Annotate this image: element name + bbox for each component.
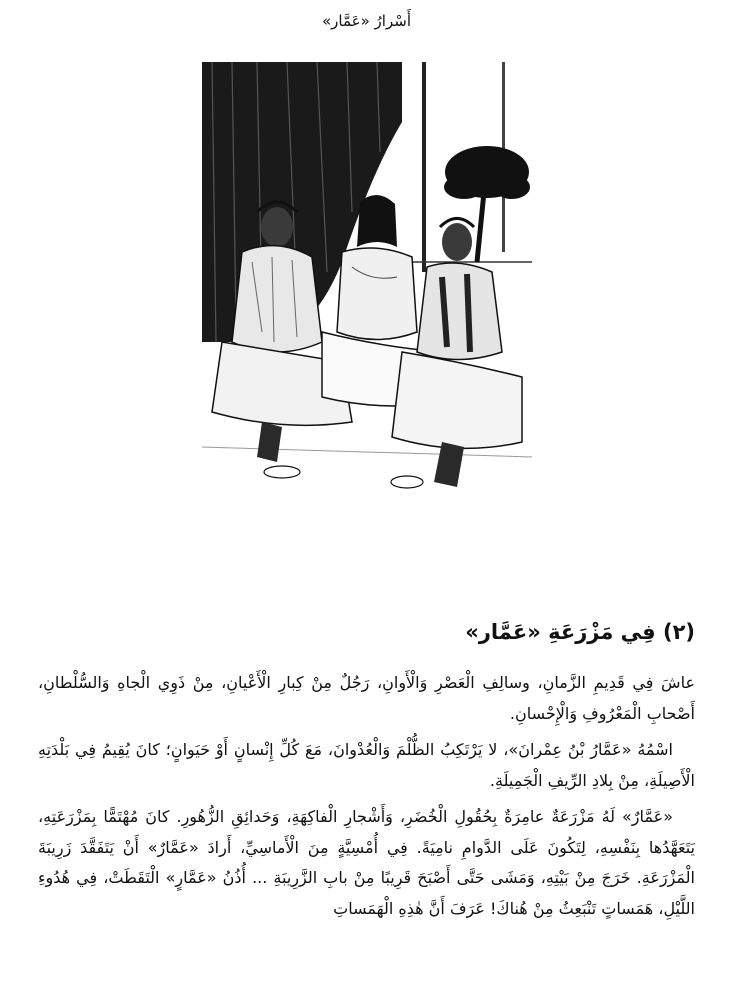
paragraph: اسْمُهُ «عَمَّارُ بْنُ عِمْرانَ»، لا يَرْتَكِبُ الظُّلْمَ وَالْعُدْوانَ، مَعَ كُلِّ إِنْسانٍ أَوْ حَيَوانٍ؛ كانَ يُقِيمُ فِي بَلْدَتِهِ الْأَصِيلَةِ، مِنْ بِلادِ الرِّيفِ الْجَمِيلَةِ. bbox=[38, 740, 695, 790]
chapter-body bbox=[38, 668, 695, 930]
three-women-seated-illustration bbox=[202, 62, 532, 540]
running-header: أَسْرارُ «عَمَّار» bbox=[322, 12, 411, 30]
paragraph: «عَمَّارٌ» لَهُ مَزْرَعَةٌ عامِرَةٌ بِحُقُولِ الْخُضَرِ، وَأَشْجارِ الْفاكِهَةِ، وَحَدائِقِ الزُّهُورِ. كانَ مُهْتَمًّا بِمَزْرَعَتِهِ، يَتَعَهَّدُها بِنَفْسِهِ، لِتَكُونَ عَلَى الدَّوامِ نامِيَةً. فِي أُمْسِيَّةٍ مِنَ الْأَماسِيِّ، أَرادَ «عَمَّارٌ» أَنْ يَتَفَقَّدَ زَرِيبَةَ الْمَزْرَعَةِ. خَرَجَ مِنْ بَيْتِهِ، وَمَشَى حَتَّى أَصْبَحَ قَرِيبًا مِنْ بابِ الزَّرِيبَةِ ... أُذُنُ «عَمَّارٍ» الْتَقَطَتْ، فِي هُدُوءِ اللَّيْلِ، هَمَساتٍ تَنْبَعِثُ مِنْ هُناكَ! عَرَفَ أَنَّ هٰذِهِ الْهَمَساتِ bbox=[38, 807, 695, 918]
chapter-title: (٢) فِي مَزْرَعَةِ «عَمَّار» bbox=[465, 620, 695, 644]
paragraph: عاشَ فِي قَدِيمِ الزَّمانِ، وسالِفِ الْعَصْرِ وَالْأَوانِ، رَجُلٌ مِنْ كِبارِ الْأَعْيانِ، مِنْ ذَوِي الْجاهِ وَالسُّلْطانِ، أَصْحابِ الْمَعْرُوفِ وَالْإِحْسانِ. bbox=[38, 673, 695, 723]
